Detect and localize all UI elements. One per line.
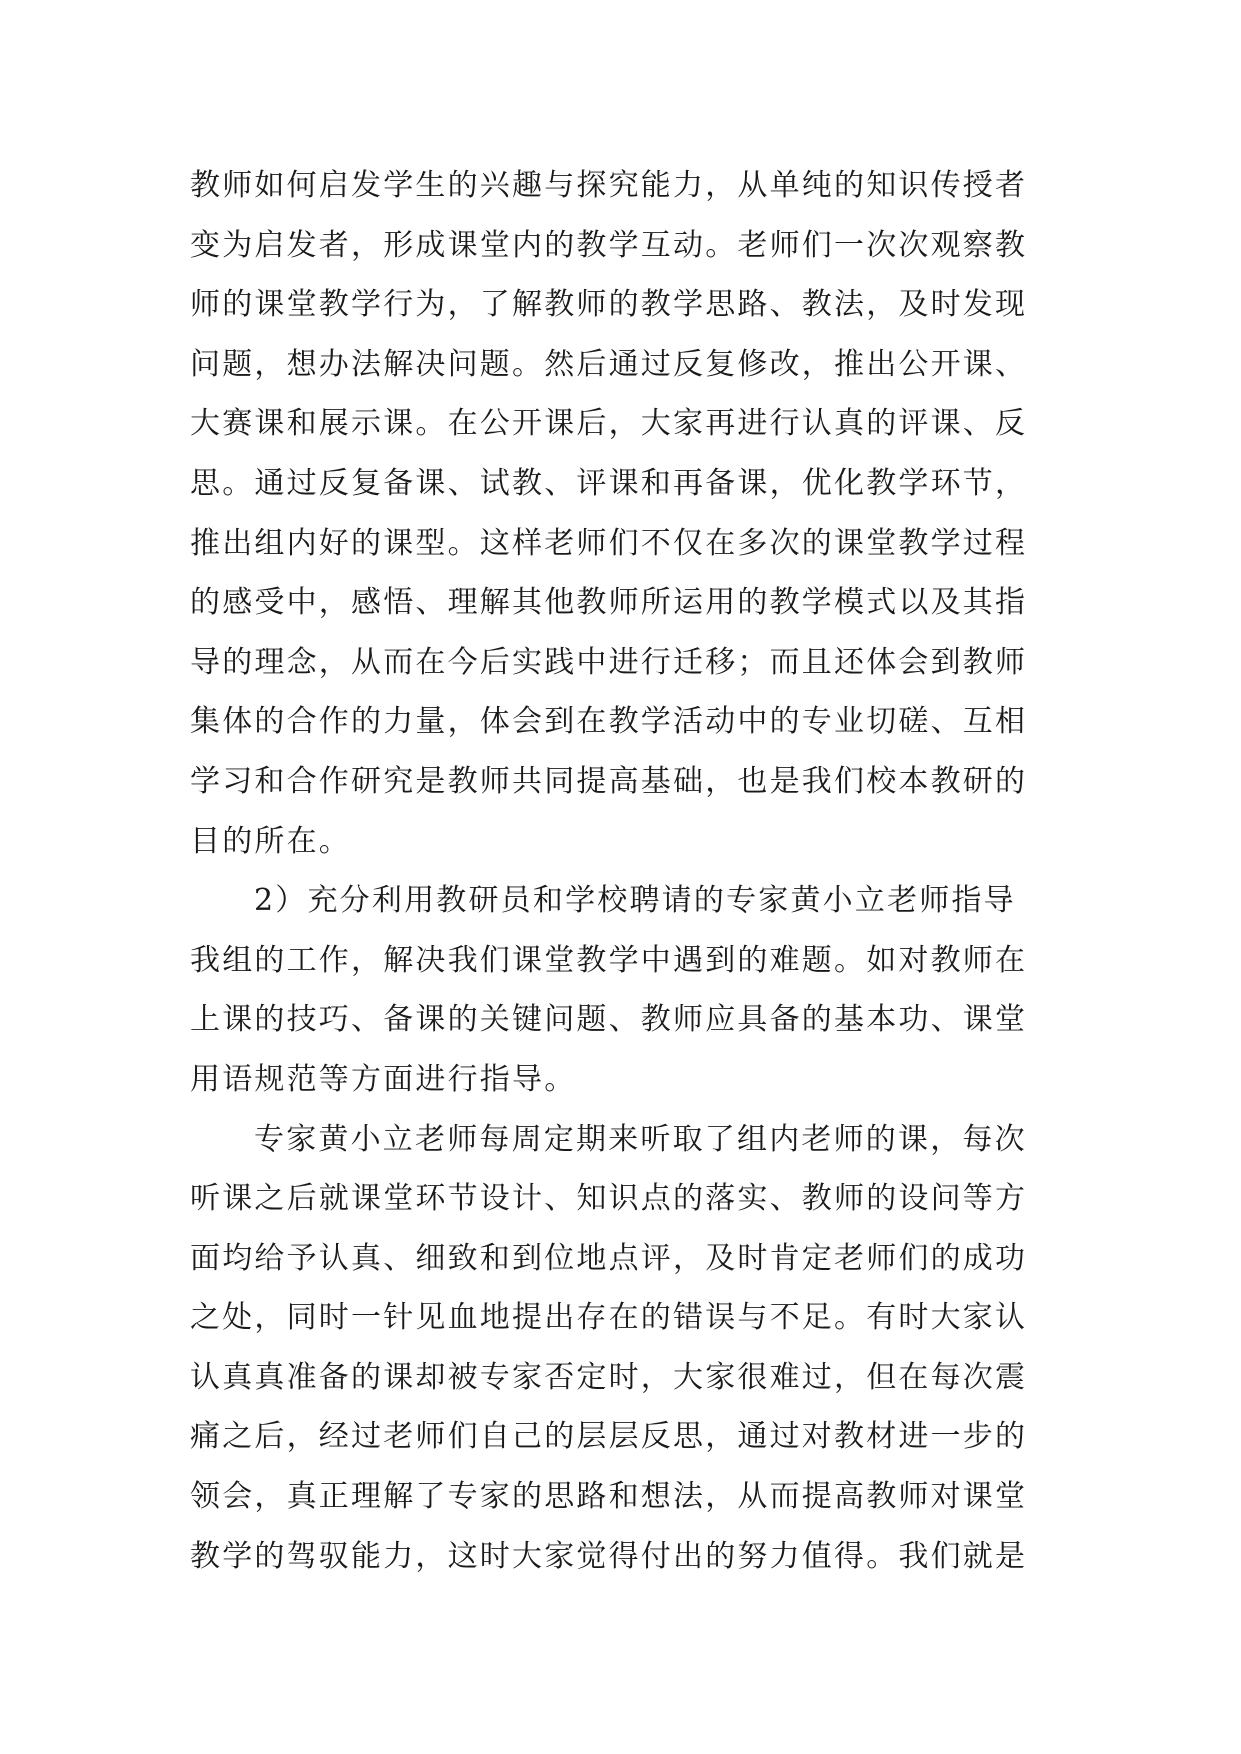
text-line: 导的理念，从而在今后实践中进行迁移；而且还体会到教师 (190, 644, 1028, 680)
text-line: 用语规范等方面进行指导。 (190, 1061, 577, 1097)
text-line: 面均给予认真、细致和到位地点评，及时肯定老师们的成功 (190, 1240, 1028, 1276)
text-line: 上课的技巧、备课的关键问题、教师应具备的基本功、课堂 (190, 1002, 1028, 1038)
text-line: 大赛课和展示课。在公开课后，大家再进行认真的评课、反 (190, 406, 1028, 442)
text-line: 我组的工作，解决我们课堂教学中遇到的难题。如对教师在 (190, 942, 1028, 978)
paragraph-2 (190, 871, 1056, 1109)
text-line: 目的所在。 (190, 823, 351, 859)
text-line: 教学的驾驭能力，这时大家觉得付出的努力值得。我们就是 (190, 1538, 1028, 1574)
text-line: 教师如何启发学生的兴趣与探究能力，从单纯的知识传授者 (190, 168, 1028, 203)
text-line: 问题，想办法解决问题。然后通过反复修改，推出公开课、 (190, 346, 1028, 382)
text-line: 领会，真正理解了专家的思路和想法，从而提高教师对课堂 (190, 1479, 1028, 1515)
paragraph-3 (190, 1110, 1056, 1587)
text-line: 认真真准备的课却被专家否定时，大家很难过，但在每次震 (190, 1359, 1028, 1395)
text-line: 2）充分利用教研员和学校聘请的专家黄小立老师指导 (254, 883, 1016, 919)
text-line: 专家黄小立老师每周定期来听取了组内老师的课，每次 (254, 1121, 1027, 1157)
paragraph-1 (190, 156, 1056, 871)
text-line: 师的课堂教学行为，了解教师的教学思路、教法，及时发现 (190, 287, 1028, 323)
text-line: 学习和合作研究是教师共同提高基础，也是我们校本教研的 (190, 763, 1028, 799)
document-body (190, 156, 1056, 1586)
text-line: 集体的合作的力量，体会到在教学活动中的专业切磋、互相 (190, 704, 1028, 740)
text-line: 听课之后就课堂环节设计、知识点的落实、教师的设问等方 (190, 1181, 1028, 1217)
text-line: 的感受中，感悟、理解其他教师所运用的教学模式以及其指 (190, 585, 1028, 621)
text-line: 推出组内好的课型。这样老师们不仅在多次的课堂教学过程 (190, 525, 1028, 561)
text-line: 痛之后，经过老师们自己的层层反思，通过对教材进一步的 (190, 1419, 1028, 1455)
text-line: 之处，同时一针见血地提出存在的错误与不足。有时大家认 (190, 1300, 1028, 1336)
text-line: 思。通过反复备课、试教、评课和再备课，优化教学环节， (190, 465, 1028, 501)
text-line: 变为启发者，形成课堂内的教学互动。老师们一次次观察教 (190, 227, 1028, 263)
